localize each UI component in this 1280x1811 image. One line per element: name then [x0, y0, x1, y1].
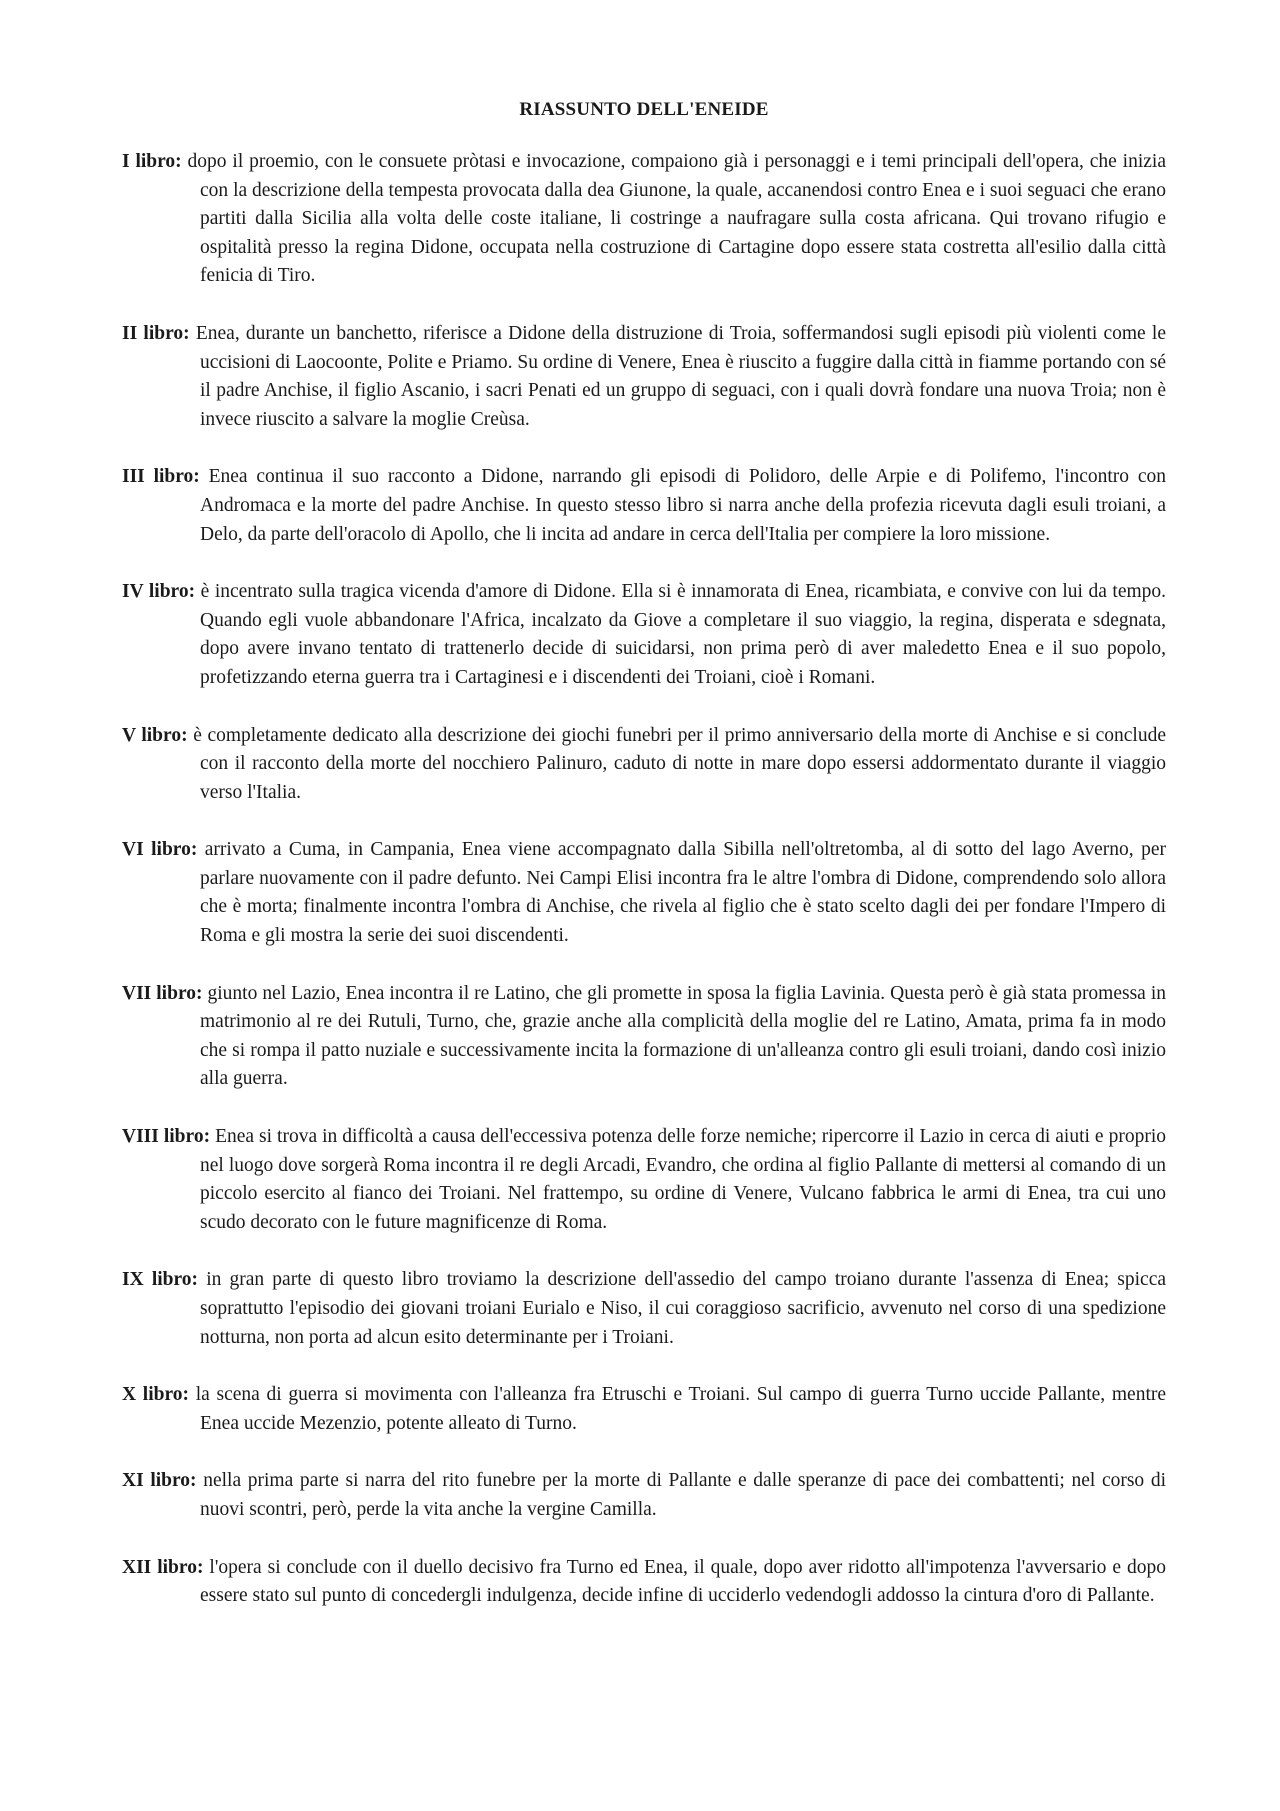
book-summary-12: l'opera si conclude con il duello decisivo fra Turno ed Enea, il quale, dopo aver ridotto all'impotenza l'avversario e dopo essere stato sul punto di concedergli indulgenza, decide infine di ucciderlo vedendogli addosso la cintura d'oro di Pallante. [200, 1556, 1167, 1607]
document-page [122, 96, 1166, 1640]
book-entry-9 [122, 1266, 1166, 1352]
book-label-7: VII libro: [122, 982, 203, 1004]
book-label-5: V libro: [122, 724, 188, 746]
book-summary-7: giunto nel Lazio, Enea incontra il re Latino, che gli promette in sposa la figlia Lavinia. Questa però è già stata promessa in matrimonio al re dei Rutuli, Turno, che, grazie anche alla complicità della moglie del re Latino, Amata, prima fa in modo che si rompa il patto nuziale e successivamente incita la formazione di un'alleanza contro gli esuli troiani, dando così inizio alla guerra. [200, 982, 1167, 1090]
book-label-11: XI libro: [122, 1470, 197, 1492]
book-summary-8: Enea si trova in difficoltà a causa dell'eccessiva potenza delle forze nemiche; ripercorre il Lazio in cerca di aiuti e proprio nel luogo dove sorgerà Roma incontra il re degli Arcadi, Evandro, che ordina al figlio Pallante di mettersi al comando di un piccolo esercito al fianco dei Troiani. Nel frattempo, su ordine di Venere, Vulcano fabbrica le armi di Enea, tra cui uno scudo decorato con le future magnificenze di Roma. [200, 1126, 1166, 1233]
book-entry-4 [122, 578, 1166, 692]
book-summary-3: Enea continua il suo racconto a Didone, narrando gli episodi di Polidoro, delle Arpie e di Polifemo, l'incontro con Andromaca e la morte del padre Anchise. In questo stesso libro si narra anche della profezia ricevuta dagli esuli troiani, a Delo, da parte dell'oracolo di Apollo, che li incita ad andare in cerca dell'Italia per compiere la loro missione. [200, 466, 1167, 545]
book-entry-10 [122, 1381, 1166, 1438]
book-label-1: I libro: [122, 151, 182, 172]
book-label-3: III libro: [122, 466, 200, 488]
document-title: RIASSUNTO DELL'ENEIDE [519, 99, 769, 120]
book-label-12: XII libro: [122, 1556, 204, 1578]
book-entry-12 [122, 1554, 1166, 1611]
book-label-6: VI libro: [122, 839, 198, 861]
book-entry-7 [122, 980, 1166, 1094]
book-label-2: II libro: [122, 322, 190, 344]
book-entry-3 [122, 463, 1166, 549]
book-entry-2 [122, 320, 1166, 434]
book-summary-6: arrivato a Cuma, in Campania, Enea viene accompagnato dalla Sibilla nell'oltretomba, al di sotto del lago Averno, per parlare nuovamente con il padre defunto. Nei Campi Elisi incontra fra le altre l'ombra di Didone, comprendendo solo allora che è morta; finalmente incontra l'ombra di Anchise, che rivela al figlio che è stato scelto dagli dei per fondare l'Impero di Roma e gli mostra la serie dei suoi discendenti. [200, 839, 1166, 947]
book-summary-4: è incentrato sulla tragica vicenda d'amore di Didone. Ella si è innamorata di Enea, ricambiata, e convive con lui da tempo. Quando egli vuole abbandonare l'Africa, incalzato da Giove a completare il suo viaggio, la regina, disperata e sdegnata, dopo avere invano tentato di trattenerlo decide di suicidarsi, non prima però di aver maledetto Enea e il suo popolo, profetizzando eterna guerra tra i Cartaginesi e i discendenti dei Troiani, cioè i Romani. [200, 581, 1167, 688]
book-summary-1: dopo il proemio, con le consuete pròtasi e invocazione, compaiono già i personaggi e i temi principali dell'opera, che inizia con la descrizione della tempesta provocata dalla dea Giunone, la quale, accanendosi contro Enea e i suoi seguaci che erano partiti dalla Sicilia alla volta delle coste italiane, li costringe a naufragare sulla costa africana. Qui trovano rifugio e ospitalità presso la regina Didone, occupata nella costruzione di Cartagine dopo essere stata costretta all'esilio dalla città fenicia di Tiro. [187, 151, 1166, 287]
book-entry-5 [122, 722, 1166, 808]
book-label-4: IV libro: [122, 581, 196, 603]
book-label-9: IX libro: [122, 1269, 199, 1291]
book-entry-11 [122, 1467, 1166, 1524]
book-summary-9: in gran parte di questo libro troviamo la descrizione dell'assedio del campo troiano durante l'assenza di Enea; spicca soprattutto l'episodio dei giovani troiani Eurialo e Niso, il cui coraggioso sacrificio, avvenuto nel corso di una spedizione notturna, non porta ad alcun esito determinante per i Troiani. [200, 1269, 1167, 1348]
book-entry-6 [122, 836, 1166, 950]
book-summary-5: è completamente dedicato alla descrizione dei giochi funebri per il primo anniversario della morte di Anchise e si conclude con il racconto della morte del nocchiero Palinuro, caduto di notte in mare dopo essersi addormentato durante il viaggio verso l'Italia. [193, 724, 1167, 803]
book-label-8: VIII libro: [122, 1126, 211, 1148]
book-entry-8 [122, 1123, 1166, 1237]
book-entry-1 [122, 148, 1166, 291]
book-label-10: X libro: [122, 1384, 190, 1406]
book-summary-11: nella prima parte si narra del rito funebre per la morte di Pallante e dalle speranze di pace dei combattenti; nel corso di nuovi scontri, però, perde la vita anche la vergine Camilla. [200, 1470, 1167, 1520]
book-summary-2: Enea, durante un banchetto, riferisce a Didone della distruzione di Troia, soffermandosi sugli episodi più violenti come le uccisioni di Laocoonte, Polite e Priamo. Su ordine di Venere, Enea è riuscito a fuggire dalla città in fiamme portando con sé il padre Anchise, il figlio Ascanio, i sacri Penati ed un gruppo di seguaci, con i quali dovrà fondare una nuova Troia; non è invece riuscito a salvare la moglie Creùsa. [195, 322, 1166, 430]
book-summary-10: la scena di guerra si movimenta con l'alleanza fra Etruschi e Troiani. Sul campo di guerra Turno uccide Pallante, mentre Enea uccide Mezenzio, potente alleato di Turno. [195, 1384, 1167, 1434]
